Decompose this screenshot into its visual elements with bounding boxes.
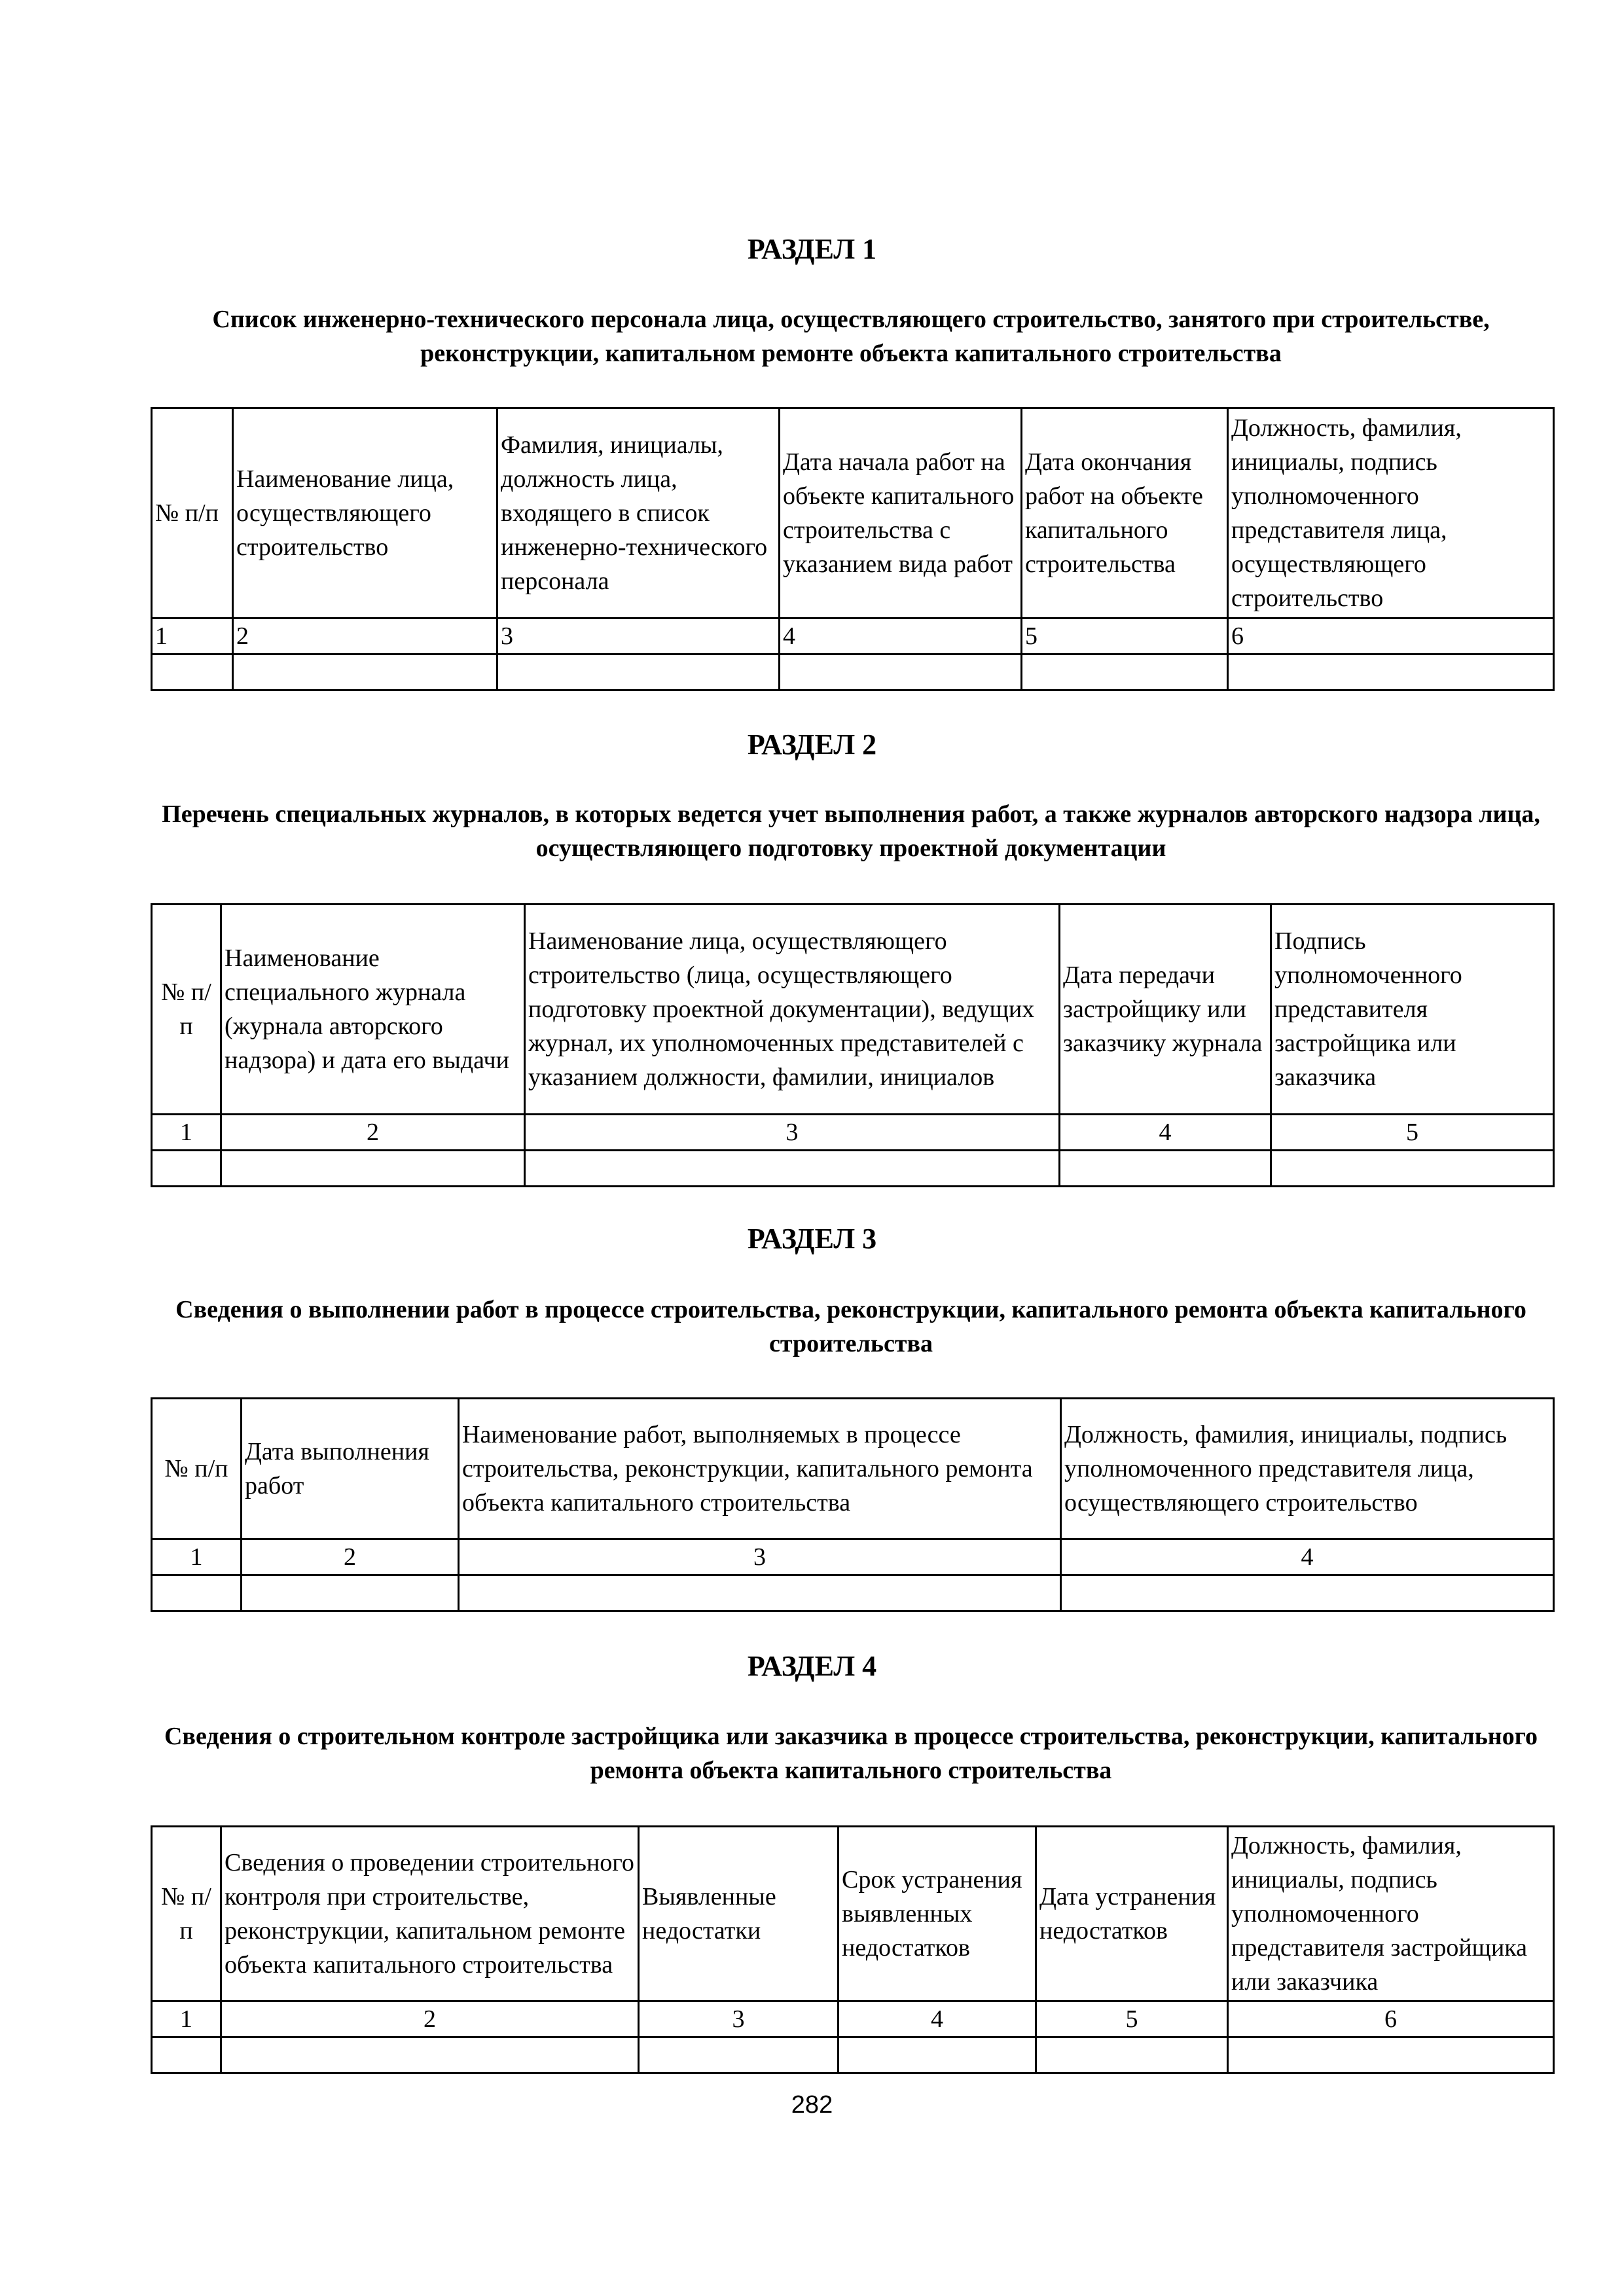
column-number-row bbox=[152, 1115, 1554, 1151]
empty-row bbox=[152, 655, 1554, 691]
column-number: 6 bbox=[1228, 2001, 1554, 2037]
empty-cell[interactable] bbox=[1228, 2037, 1554, 2073]
column-number: 4 bbox=[1060, 1115, 1271, 1151]
column-number: 1 bbox=[152, 619, 233, 655]
empty-cell[interactable] bbox=[639, 2037, 839, 2073]
column-number: 1 bbox=[152, 1115, 221, 1151]
empty-cell[interactable] bbox=[1036, 2037, 1228, 2073]
empty-cell[interactable] bbox=[152, 1151, 221, 1187]
header-cell: Наименование лица, осуществляющего строительство (лица, осуществляющего подготовку проектной документации), ведущих журнал, их уполномоченных представителей с указанием должности, фамилии, инициалов bbox=[525, 905, 1060, 1115]
table-header-row bbox=[152, 905, 1554, 1115]
column-number: 2 bbox=[242, 1539, 459, 1575]
header-cell: № п/п bbox=[152, 1399, 242, 1539]
header-cell: № п/п bbox=[152, 905, 221, 1115]
column-number: 2 bbox=[221, 1115, 525, 1151]
section-3-table bbox=[151, 1397, 1555, 1612]
page-number: 282 bbox=[791, 2091, 833, 2119]
column-number-row bbox=[152, 2001, 1554, 2037]
empty-cell[interactable] bbox=[459, 1575, 1061, 1611]
column-number: 4 bbox=[780, 619, 1022, 655]
section-2-subtitle: Перечень специальных журналов, в которых ведется учет выполнения работ, а также журналов авторского надзора лица, осуществляющего подготовку проектной документации bbox=[162, 800, 1540, 862]
header-cell: Должность, фамилия, инициалы, подпись уполномоченного представителя лица, осуществляющего строительство bbox=[1061, 1399, 1554, 1539]
header-cell: № п/п bbox=[152, 408, 233, 619]
empty-cell[interactable] bbox=[497, 655, 780, 691]
header-cell: Наименование специального журнала (журнала авторского надзора) и дата его выдачи bbox=[221, 905, 525, 1115]
empty-cell[interactable] bbox=[221, 2037, 639, 2073]
column-number: 3 bbox=[639, 2001, 839, 2037]
empty-cell[interactable] bbox=[1228, 655, 1554, 691]
table-header-row bbox=[152, 1399, 1554, 1539]
empty-cell[interactable] bbox=[152, 1575, 242, 1611]
table-header-row bbox=[152, 1827, 1554, 2001]
column-number: 2 bbox=[221, 2001, 639, 2037]
header-cell: Дата окончания работ на объекте капитального строительства bbox=[1022, 408, 1228, 619]
header-cell: Дата устранения недостатков bbox=[1036, 1827, 1228, 2001]
header-cell: Должность, фамилия, инициалы, подпись уполномоченного представителя лица, осуществляющего строительство bbox=[1228, 408, 1554, 619]
column-number: 3 bbox=[459, 1539, 1061, 1575]
empty-cell[interactable] bbox=[839, 2037, 1036, 2073]
header-cell: Срок устранения выявленных недостатков bbox=[839, 1827, 1036, 2001]
header-cell: Должность, фамилия, инициалы, подпись уполномоченного представителя застройщика или заказчика bbox=[1228, 1827, 1554, 2001]
column-number: 5 bbox=[1271, 1115, 1554, 1151]
section-1-subtitle: Список инженерно-технического персонала лица, осуществляющего строительство, занятого при строительстве, реконструкции, капитальном ремонте объекта капитального строительства bbox=[212, 306, 1490, 367]
header-cell: Подпись уполномоченного представителя застройщика или заказчика bbox=[1271, 905, 1554, 1115]
empty-cell[interactable] bbox=[1022, 655, 1228, 691]
empty-cell[interactable] bbox=[152, 655, 233, 691]
section-3-subtitle: Сведения о выполнении работ в процессе строительства, реконструкции, капитального ремонта объекта капитального строительства bbox=[175, 1296, 1526, 1357]
column-number: 5 bbox=[1022, 619, 1228, 655]
header-cell: Дата начала работ на объекте капитального строительства с указанием вида работ bbox=[780, 408, 1022, 619]
column-number: 1 bbox=[152, 1539, 242, 1575]
header-cell: Наименование лица, осуществляющего строительство bbox=[233, 408, 497, 619]
header-cell: Фамилия, инициалы, должность лица, входящего в список инженерно-технического персонала bbox=[497, 408, 780, 619]
header-cell: № п/п bbox=[152, 1827, 221, 2001]
empty-row bbox=[152, 1151, 1554, 1187]
empty-cell[interactable] bbox=[1061, 1575, 1554, 1611]
section-3-title: РАЗДЕЛ 3 bbox=[747, 1223, 877, 1255]
column-number: 4 bbox=[839, 2001, 1036, 2037]
section-4-title: РАЗДЕЛ 4 bbox=[747, 1650, 877, 1682]
empty-cell[interactable] bbox=[233, 655, 497, 691]
column-number: 4 bbox=[1061, 1539, 1554, 1575]
header-cell: Наименование работ, выполняемых в процессе строительства, реконструкции, капитального ремонта объекта капитального строительства bbox=[459, 1399, 1061, 1539]
header-cell: Дата передачи застройщику или заказчику журнала bbox=[1060, 905, 1271, 1115]
empty-cell[interactable] bbox=[525, 1151, 1060, 1187]
table-header-row bbox=[152, 408, 1554, 619]
column-number-row bbox=[152, 619, 1554, 655]
column-number: 3 bbox=[525, 1115, 1060, 1151]
section-1-table bbox=[151, 407, 1555, 691]
column-number: 2 bbox=[233, 619, 497, 655]
empty-cell[interactable] bbox=[780, 655, 1022, 691]
empty-cell[interactable] bbox=[1271, 1151, 1554, 1187]
empty-row bbox=[152, 2037, 1554, 2073]
column-number: 5 bbox=[1036, 2001, 1228, 2037]
header-cell: Выявленные недостатки bbox=[639, 1827, 839, 2001]
section-4-table bbox=[151, 1825, 1555, 2074]
section-2-title: РАЗДЕЛ 2 bbox=[747, 728, 877, 761]
column-number-row bbox=[152, 1539, 1554, 1575]
column-number: 1 bbox=[152, 2001, 221, 2037]
empty-cell[interactable] bbox=[152, 2037, 221, 2073]
column-number: 6 bbox=[1228, 619, 1554, 655]
section-1-title: РАЗДЕЛ 1 bbox=[747, 233, 877, 265]
empty-cell[interactable] bbox=[1060, 1151, 1271, 1187]
empty-cell[interactable] bbox=[242, 1575, 459, 1611]
section-2-table bbox=[151, 903, 1555, 1187]
empty-row bbox=[152, 1575, 1554, 1611]
header-cell: Сведения о проведении строительного контроля при строительстве, реконструкции, капитальном ремонте объекта капитального строительства bbox=[221, 1827, 639, 2001]
header-cell: Дата выполнения работ bbox=[242, 1399, 459, 1539]
section-4-subtitle: Сведения о строительном контроле застройщика или заказчика в процессе строительства, реконструкции, капитального ремонта объекта капитального строительства bbox=[164, 1723, 1538, 1784]
column-number: 3 bbox=[497, 619, 780, 655]
empty-cell[interactable] bbox=[221, 1151, 525, 1187]
